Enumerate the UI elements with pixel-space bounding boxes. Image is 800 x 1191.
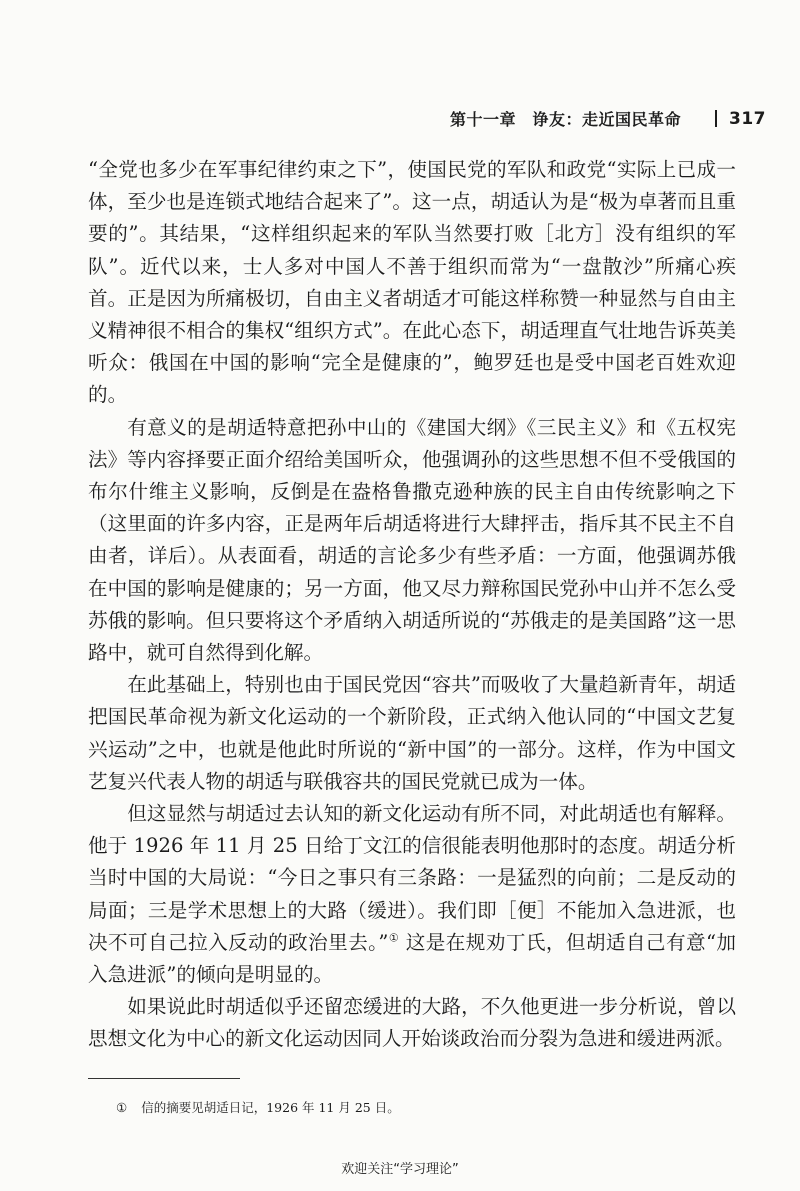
page-number: 317	[729, 108, 766, 129]
footnote-mark: ①	[116, 1100, 128, 1115]
footnote-divider	[88, 1078, 240, 1079]
paragraph-1: “全党也多少在军事纪律约束之下”，使国民党的军队和政党“实际上已成一体，至少也是连锁式地结合起来了”。这一点，胡适认为是“极为卓著而且重要的”。其结果，“这样组织起来的军队当然要打败［北方］没有组织的军队”。近代以来，士人多对中国人不善于组织而常为“一盘散沙”所痛心疾首。正是因为所痛极切，自由主义者胡适才可能这样称赞一种显然与自由主义精神很不相合的集权“组织方式”。在此心态下，胡适理直气壮地告诉英美听众：俄国在中国的影响“完全是健康的”，鲍罗廷也是受中国老百姓欢迎的。	[88, 158, 736, 407]
footnote	[116, 1098, 400, 1116]
footnote-text: 信的摘要见胡适日记，1926 年 11 月 25 日。	[141, 1100, 400, 1115]
paragraph-2: 有意义的是胡适特意把孙中山的《建国大纲》《三民主义》和《五权宪法》等内容择要正面介绍给美国听众，他强调孙的这些思想不但不受俄国的布尔什维主义影响，反倒是在盎格鲁撒克逊种族的民主自由传统影响之下（这里面的许多内容，正是两年后胡适将进行大肆抨击，指斥其不民主不自由者，详后）。从表面看，胡适的言论多少有些矛盾：一方面，他强调苏俄在中国的影响是健康的；另一方面，他又尽力辩称国民党孙中山并不怎么受苏俄的影响。但只要将这个矛盾纳入胡适所说的“苏俄走的是美国路”这一思路中，就可自然得到化解。	[88, 415, 736, 665]
running-head	[450, 107, 766, 130]
header-divider	[715, 110, 717, 127]
paragraph-3: 在此基础上，特别也由于国民党因“容共”而吸收了大量趋新青年，胡适把国民革命视为新文化运动的一个新阶段，正式纳入他认同的“中国文艺复兴运动”之中，也就是他此时所说的“新中国”的一部分。这样，作为中国文艺复兴代表人物的胡适与联俄容共的国民党就已成为一体。	[88, 673, 736, 793]
body-text	[88, 154, 736, 1056]
paragraph-4	[88, 798, 736, 991]
paragraph-5: 如果说此时胡适似乎还留恋缓进的大路，不久他更进一步分析说，曾以思想文化为中心的新文化运动因同人开始谈政治而分裂为急进和缓进两派。	[88, 995, 736, 1051]
chapter-title: 第十一章 诤友：走近国民革命	[449, 110, 681, 129]
footnote-reference[interactable]: ①	[388, 931, 400, 945]
paragraph-4-continuation: 这是在规劝丁氏，但胡适自己有意“加入急进派”的倾向是明显的。	[88, 930, 736, 987]
paragraph-4-text: 但这显然与胡适过去认知的新文化运动有所不同，对此胡适也有解释。他于 1926 年 11 月 25 日给丁文江的信很能表明他那时的态度。胡适分析当时中国的大局说：“今日之事只有三条路：一是猛烈的向前；二是反动的局面；三是学术思想上的大路（缓进）。我们即［便］不能加入急进派，也决不可自己拉入反动的政治里去。”	[88, 802, 736, 954]
watermark-caption: 欢迎关注“学习理论”	[341, 1162, 459, 1177]
